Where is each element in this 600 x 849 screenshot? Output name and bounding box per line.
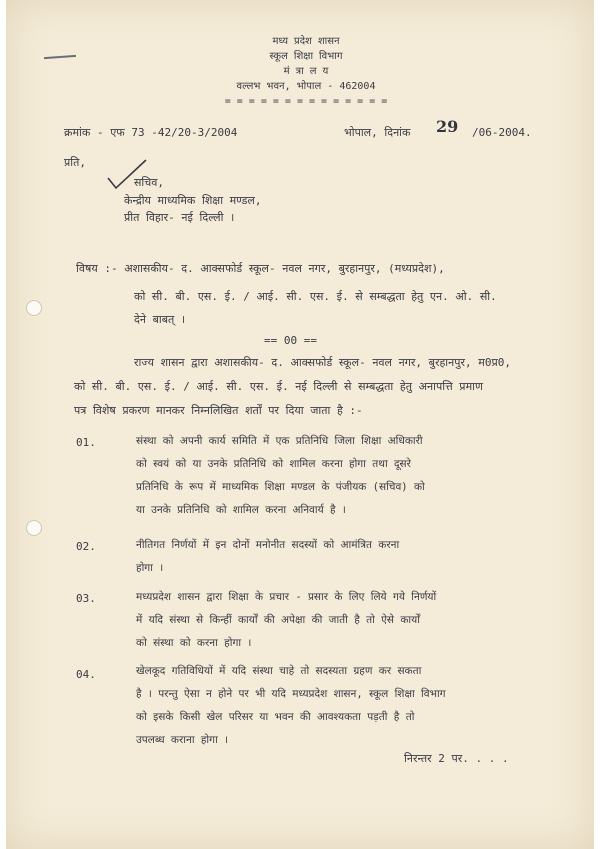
condition-line: को इसके किसी खेल परिसर या भवन की आवश्यकता पड़ती है तो: [136, 711, 415, 723]
letterhead-address: वल्लभ भवन, भोपाल - 462004: [236, 81, 376, 92]
condition-line: होगा ।: [136, 562, 164, 574]
condition-line: या उनके प्रतिनिधि को शामिल करना अनिवार्य है ।: [136, 504, 346, 516]
letterhead-secretariat: मं त्रा ल य: [283, 66, 329, 77]
condition-number: 03.: [76, 592, 96, 605]
recipient-title: सचिव,: [134, 176, 165, 189]
condition-line: प्रतिनिधि के रूप में माध्यमिक शिक्षा मण्डल के पंजीयक (सचिव) को: [136, 481, 425, 493]
condition-line: मध्यप्रदेश शासन द्वारा शिक्षा के प्रचार - प्रसार के लिए लिये गये निर्णयों: [136, 591, 437, 603]
condition-line: है । परन्तु ऐसा न होने पर भी यदि मध्यप्रदेश शासन, स्कूल शिक्षा विभाग: [136, 688, 446, 700]
punch-hole: [26, 520, 42, 536]
continued-note: निरन्तर 2 पर. . . .: [404, 752, 509, 765]
condition-text: [136, 430, 425, 522]
prati-label: प्रति,: [64, 156, 87, 169]
intro-line: को सी. बी. एस. ई. / आई. सी. एस. ई. नई दिल्ली से सम्बद्धता हेतु अनापत्ति प्रमाण: [74, 380, 483, 393]
condition-line: खेलकूद गतिविधियों में यदि संस्था चाहे तो सदस्यता ग्रहण कर सकता: [136, 665, 422, 677]
letterhead: [196, 34, 416, 109]
condition-text: [136, 534, 399, 580]
recipient-organisation: केन्द्रीय माध्यमिक शिक्षा मण्डल,: [124, 194, 262, 207]
condition-text: [136, 586, 436, 655]
condition-line: उपलब्ध कराना होगा ।: [136, 734, 229, 746]
condition-line: नीतिगत निर्णयों में इन दोनों मनोनीत सदस्यों को आमंत्रित करना: [136, 539, 400, 551]
letter-page: [6, 0, 594, 849]
condition-number: 01.: [76, 436, 96, 449]
subject-line: देने बाबत् ।: [134, 313, 186, 326]
subject-line: विषय :- अशासकीय- द. आक्सफोर्ड स्कूल- नवल नगर, बुरहानपुर, (मध्यप्रदेश),: [76, 262, 445, 275]
section-separator: == 00 ==: [264, 334, 317, 347]
condition-line: में यदि संस्था से किन्हीं कार्यों की अपेक्षा की जाती है तो ऐसे कार्यों: [136, 614, 420, 626]
letterhead-rule: = = = = = = = = = = = = = =: [224, 96, 388, 107]
condition-number: 02.: [76, 540, 96, 553]
intro-line: राज्य शासन द्वारा अशासकीय- द. आक्सफोर्ड स्कूल- नवल नगर, बुरहानपुर, म0प्र0,: [134, 356, 511, 369]
punch-hole: [26, 300, 42, 316]
date-month-year: /06-2004.: [472, 126, 532, 139]
subject-line: को सी. बी. एस. ई. / आई. सी. एस. ई. से सम्बद्धता हेतु एन. ओ. सी.: [134, 290, 497, 303]
reference-number: क्रमांक - एफ 73 -42/20-3/2004: [64, 126, 238, 139]
condition-line: संस्था को अपनी कार्य समिति में एक प्रतिनिधि जिला शिक्षा अधिकारी: [136, 435, 423, 447]
date-day-handwritten: 29: [436, 117, 459, 136]
letterhead-government: मध्य प्रदेश शासन: [272, 36, 340, 47]
pen-mark: [44, 55, 76, 59]
date-place-label: भोपाल, दिनांक: [344, 126, 411, 139]
recipient-address: प्रीत विहार- नई दिल्ली ।: [124, 211, 235, 224]
condition-number: 04.: [76, 668, 96, 681]
letterhead-department: स्कूल शिक्षा विभाग: [269, 51, 343, 62]
condition-text: [136, 660, 446, 752]
intro-line: पत्र विशेष प्रकरण मानकर निम्नलिखित शर्तों पर दिया जाता है :-: [74, 404, 363, 417]
condition-line: को संस्था को करना होगा ।: [136, 637, 252, 649]
condition-line: को स्वयं को या उनके प्रतिनिधि को शामिल करना होगा तथा दूसरे: [136, 458, 411, 470]
